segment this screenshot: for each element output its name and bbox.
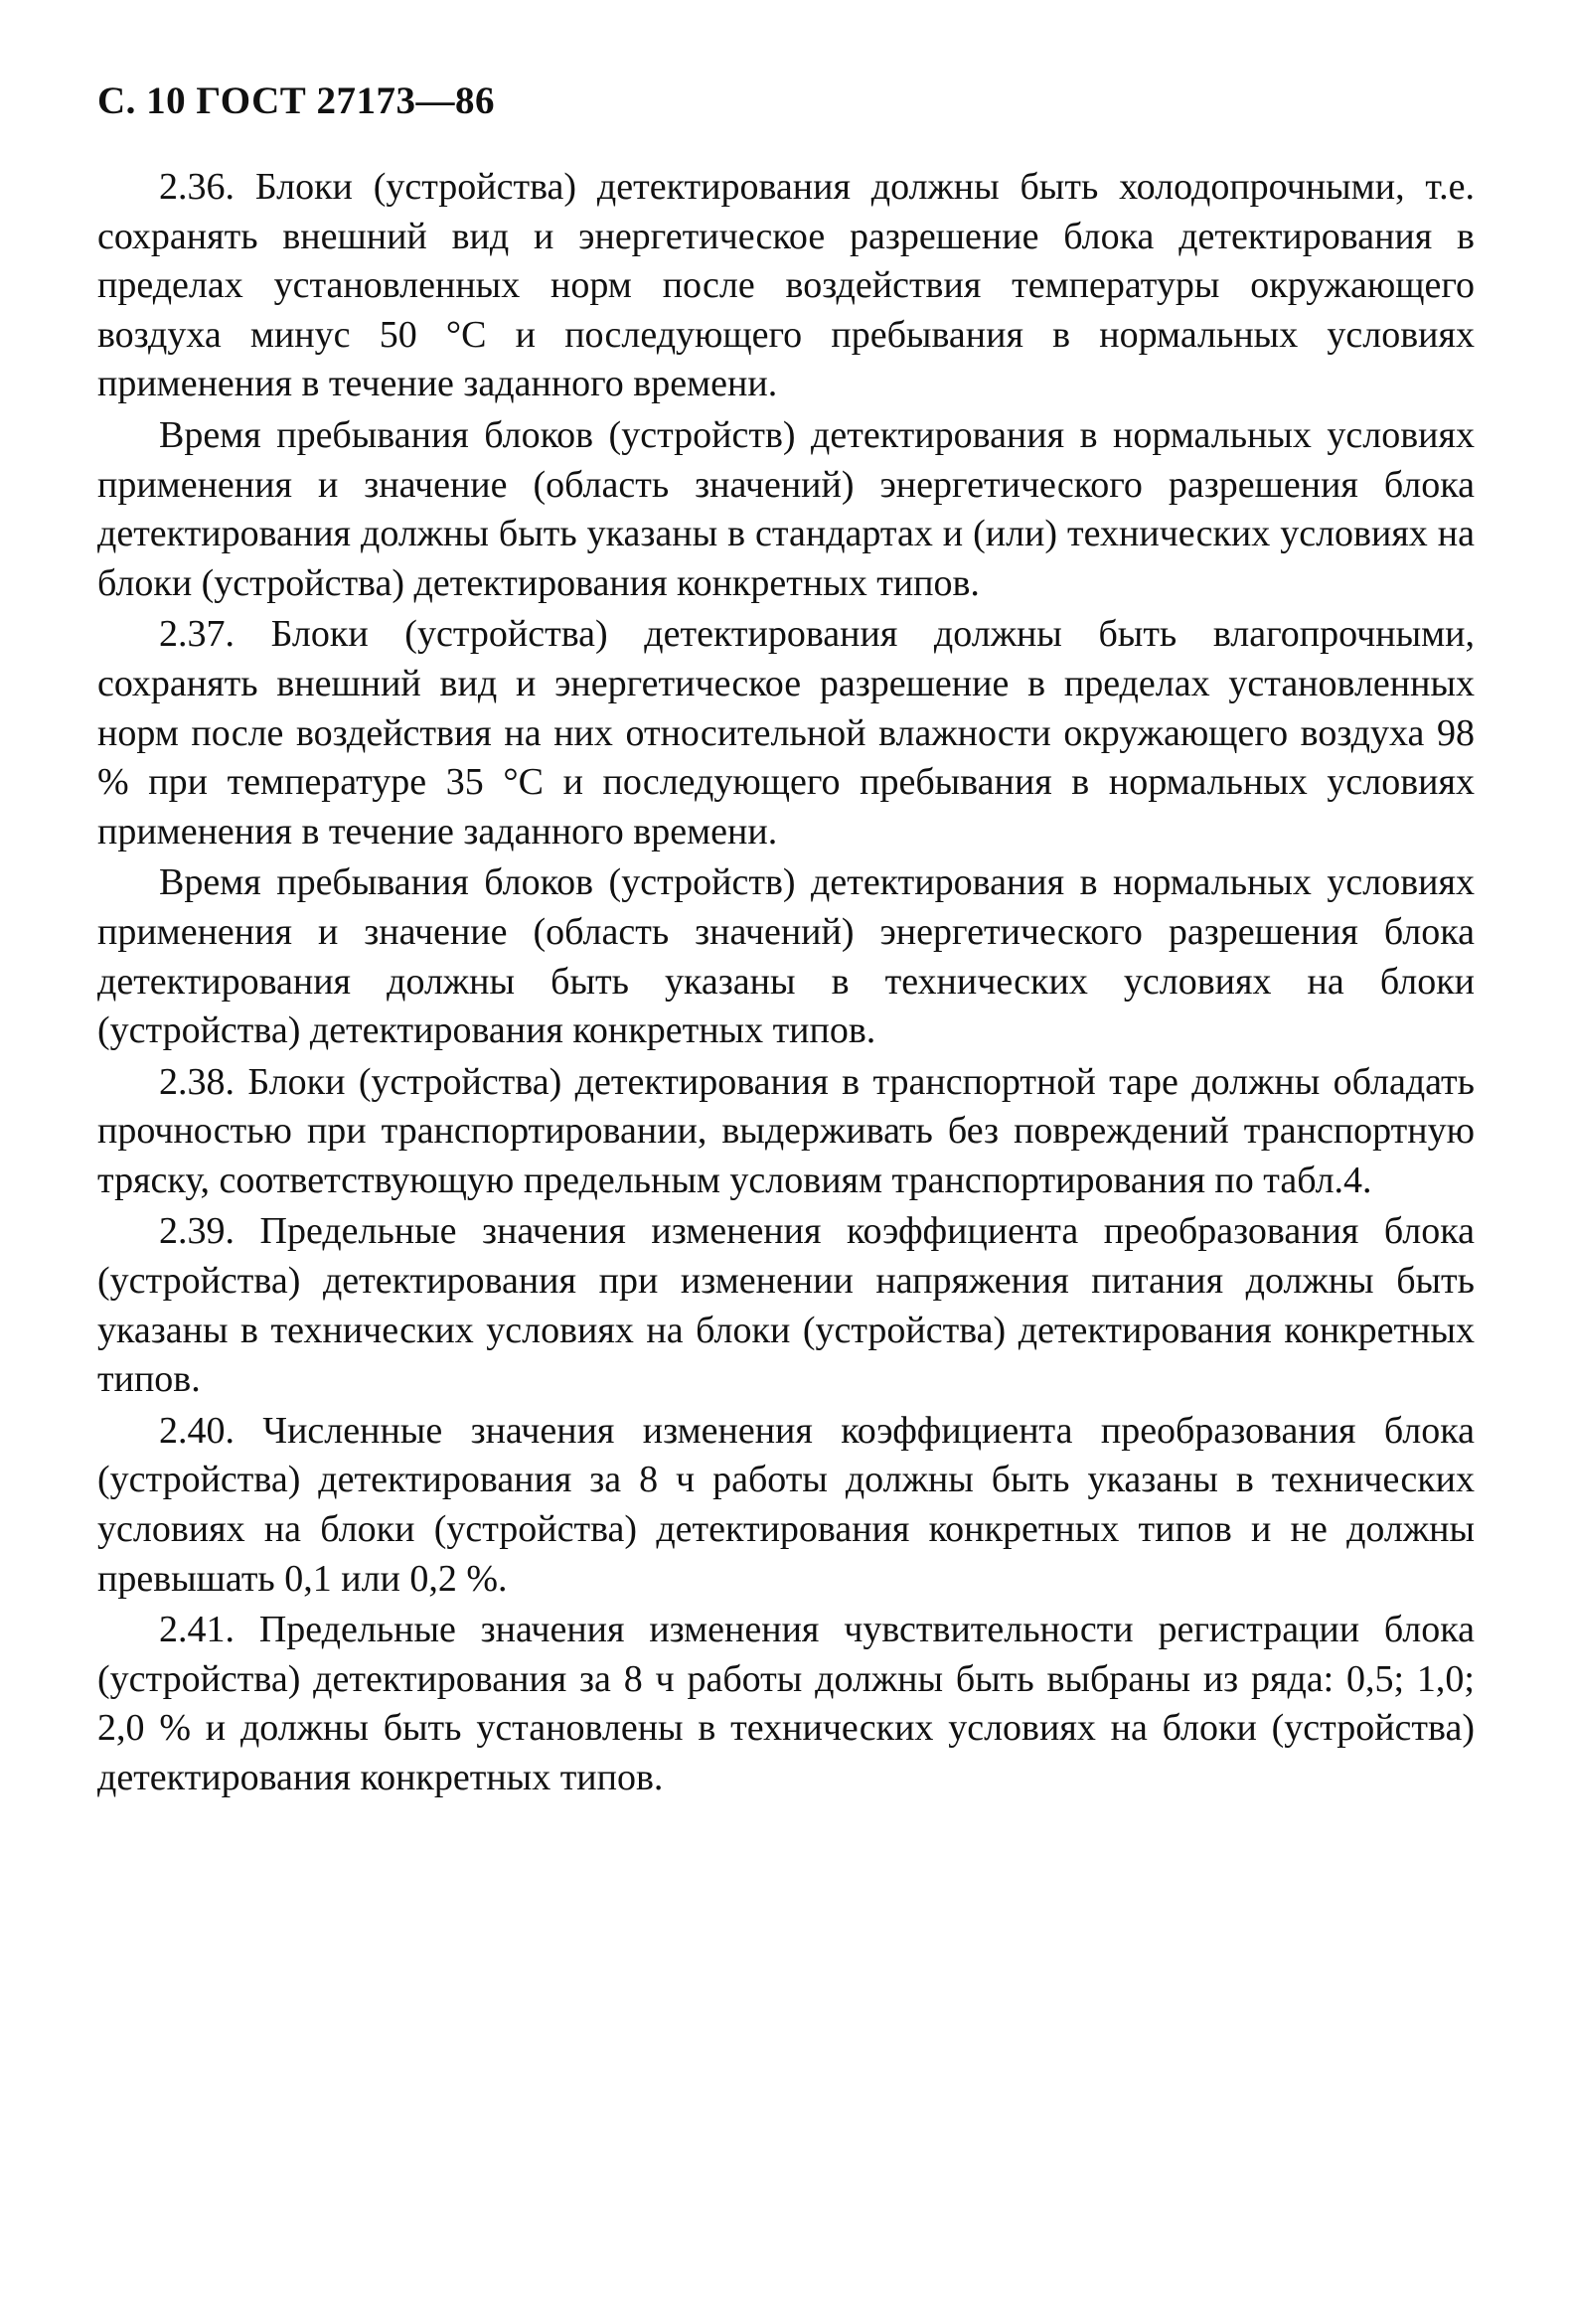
document-page: [97, 77, 1475, 1803]
page-header: С. 10 ГОСТ 27173—86: [97, 79, 495, 122]
paragraph-2-41: 2.41. Предельные значения изменения чувствительности регистрации блока (устройства) детектирования за 8 ч работы должны быть выбраны из ряда: 0,5; 1,0; 2,0 % и должны быть установлены в технических условиях на блоки (устройства) детектирования конкретных типов.: [97, 1609, 1475, 1798]
paragraph-2-37-note: Время пребывания блоков (устройств) детектирования в нормальных условиях применения и значение (область значений) энергетического разрешения блока детектирования должны быть указаны в технических условиях на блоки (устройства) детектирования конкретных типов.: [97, 861, 1475, 1052]
paragraph-2-38: 2.38. Блоки (устройства) детектирования в транспортной таре должны обладать прочностью при транспортировании, выдерживать без повреждений транспортную тряску, соответствующую предельным условиям транспортирования по табл.4.: [97, 1060, 1475, 1201]
paragraph-2-36-note: Время пребывания блоков (устройств) детектирования в нормальных условиях применения и значение (область значений) энергетического разрешения блока детектирования должны быть указаны в стандартах и (или) технических условиях на блоки (устройства) детектирования конкретных типов.: [97, 413, 1475, 604]
paragraph-2-36: 2.36. Блоки (устройства) детектирования должны быть холодопрочными, т.е. сохранять внешний вид и энергетическое разрешение блока детектирования в пределах установленных норм после воздействия температуры окружающего воздуха минус 50 °С и последующего пребывания в нормальных условиях применения в течение заданного времени.: [97, 166, 1475, 405]
paragraph-2-40: 2.40. Численные значения изменения коэффициента преобразования блока (устройства) детектирования за 8 ч работы должны быть указаны в технических условиях на блоки (устройства) детектирования конкретных типов и не должны превышать 0,1 или 0,2 %.: [97, 1409, 1475, 1600]
paragraph-2-37: 2.37. Блоки (устройства) детектирования должны быть влагопрочными, сохранять внешний вид и энергетическое разрешение в пределах установленных норм после воздействия на них относительной влажности окружающего воздуха 98 % при температуре 35 °С и последующего пребывания в нормальных условиях применения в течение заданного времени.: [97, 613, 1475, 852]
paragraph-2-39: 2.39. Предельные значения изменения коэффициента преобразования блока (устройства) детектирования при изменении напряжения питания должны быть указаны в технических условиях на блоки (устройства) детектирования конкретных типов.: [97, 1210, 1475, 1401]
